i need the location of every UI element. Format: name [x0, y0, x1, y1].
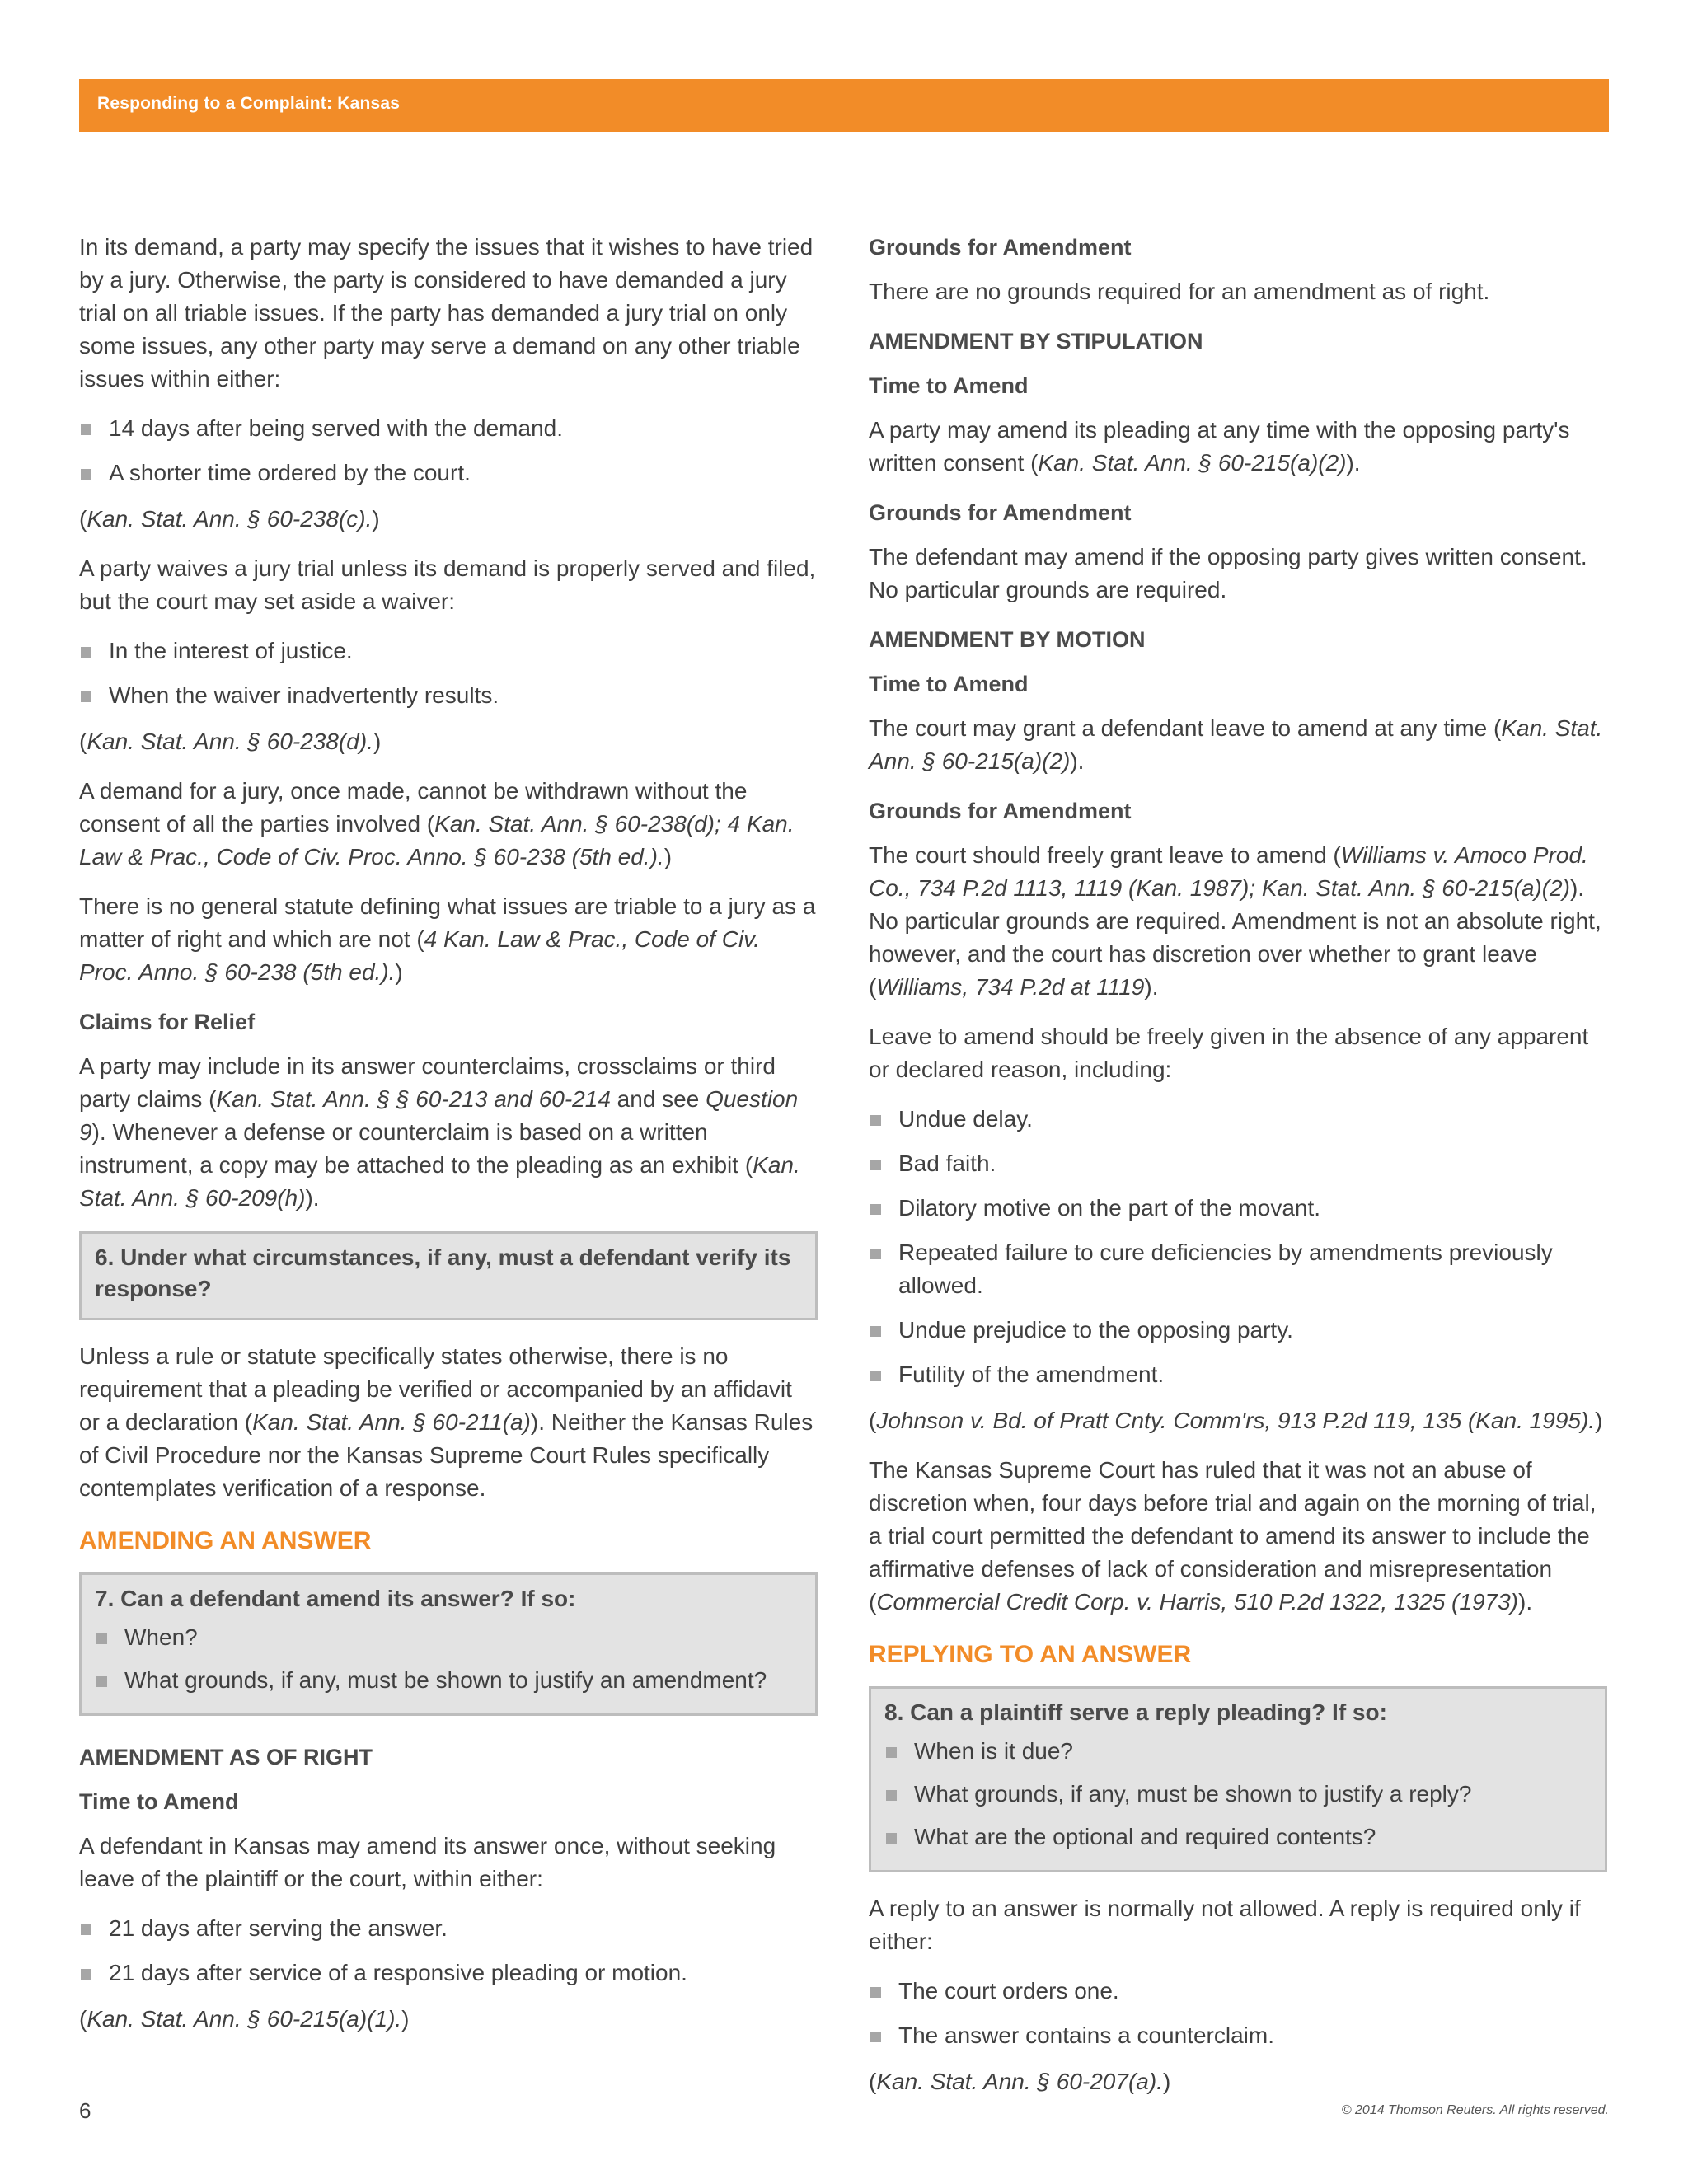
right-column [869, 231, 1607, 2115]
list-item: 21 days after service of a responsive pleading or motion. [79, 1957, 818, 1990]
paragraph: A party may include in its answer counterclaims, crossclaims or third party claims (Kan. Stat. Ann. § § 60-213 and 60-214 and see Question 9). Whenever a defense or counterclaim is based on a written instrument, a copy may be attached to the pleading as an exhibit (Kan. Stat. Ann. § 60-209(h)). [79, 1053, 800, 1211]
list-item: The answer contains a counterclaim. [869, 2019, 1607, 2052]
list-item: A shorter time ordered by the court. [79, 457, 818, 490]
paragraph: Leave to amend should be freely given in the absence of any apparent or declared reason, including: [869, 1024, 1589, 1082]
list-item: The court orders one. [869, 1975, 1607, 2008]
paragraph: Unless a rule or statute specifically states otherwise, there is no requirement that a pleading be verified or accompanied by an affidavit or a declaration (Kan. Stat. Ann. § 60-211(a)). Neither the Kansas Rules of Civil Procedure nor the Kansas Supreme Court Rules specifically contemplates verification of a response. [79, 1343, 814, 1501]
citation: (Kan. Stat. Ann. § 60-238(d).) [79, 729, 382, 754]
list-item: Undue prejudice to the opposing party. [869, 1314, 1607, 1347]
list-item: When? [95, 1621, 804, 1654]
subheading-stipulation: AMENDMENT BY STIPULATION [869, 329, 1203, 354]
bullet-square-icon [870, 1326, 881, 1337]
bullet-square-icon [96, 1633, 107, 1644]
left-column [79, 231, 818, 2052]
question-box-6 [79, 1231, 818, 1320]
subheading-time: Time to Amend [79, 1789, 239, 1814]
bullet-square-icon [870, 1115, 881, 1126]
bullet-list [79, 635, 818, 712]
bullet-square-icon [81, 469, 91, 480]
list-item: Futility of the amendment. [869, 1358, 1607, 1391]
list-item: Dilatory motive on the part of the movant. [869, 1192, 1607, 1225]
paragraph: The defendant may amend if the opposing party gives written consent. No particular grounds are required. [869, 544, 1587, 602]
list-item: 21 days after serving the answer. [79, 1912, 818, 1945]
subheading-motion: AMENDMENT BY MOTION [869, 627, 1146, 652]
bullet-square-icon [870, 1987, 881, 1998]
bullet-list [869, 1103, 1607, 1391]
bullet-square-icon [81, 647, 91, 658]
bullet-list [79, 412, 818, 490]
list-item: Undue delay. [869, 1103, 1607, 1136]
citation: (Johnson v. Bd. of Pratt Cnty. Comm'rs, 913 P.2d 119, 135 (Kan. 1995).) [869, 1408, 1603, 1433]
bullet-square-icon [886, 1747, 897, 1758]
header-title: Responding to a Complaint: Kansas [97, 94, 401, 113]
bullet-list [79, 1912, 818, 1990]
question-text: 8. Can a plaintiff serve a reply pleading? If so: [884, 1699, 1387, 1725]
section-title-amending: AMENDING AN ANSWER [79, 1527, 372, 1554]
section-title-replying: REPLYING TO AN ANSWER [869, 1641, 1192, 1668]
list-item: Repeated failure to cure deficiencies by amendments previously allowed. [869, 1236, 1607, 1302]
bullet-list [869, 1975, 1607, 2052]
list-item: 14 days after being served with the demand. [79, 412, 818, 445]
list-item: What grounds, if any, must be shown to justify a reply? [884, 1778, 1593, 1811]
subheading-time: Time to Amend [869, 672, 1029, 696]
paragraph: The Kansas Supreme Court has ruled that it was not an abuse of discretion when, four days before trial and again on the morning of trial, a trial court permitted the defendant to amend its answer to include the affirmative defenses of lack of consideration and misrepresentation (Commercial Credit Corp. v. Harris, 510 P.2d 1322, 1325 (1973)). [869, 1457, 1597, 1615]
paragraph: The court should freely grant leave to amend (Williams v. Amoco Prod. Co., 734 P.2d 1113, 1119 (Kan. 1987); Kan. Stat. Ann. § 60-215(a)(2)). No particular grounds are required. Amendment is not an absolute right, however, and the court has discretion over whether to grant leave (Williams, 734 P.2d at 1119). [869, 842, 1601, 1000]
subheading-grounds: Grounds for Amendment [869, 799, 1132, 823]
header-bar [79, 79, 1609, 132]
bullet-square-icon [870, 1204, 881, 1215]
question-box-7 [79, 1572, 818, 1716]
subheading-grounds: Grounds for Amendment [869, 500, 1132, 525]
paragraph: The court may grant a defendant leave to amend at any time (Kan. Stat. Ann. § 60-215(a)(2)). [869, 715, 1603, 774]
subheading-grounds: Grounds for Amendment [869, 235, 1132, 260]
bullet-square-icon [870, 2032, 881, 2042]
question-text: 7. Can a defendant amend its answer? If so: [95, 1586, 576, 1611]
paragraph: A party may amend its pleading at any time with the opposing party's written consent (Kan. Stat. Ann. § 60-215(a)(2)). [869, 417, 1570, 476]
list-item: In the interest of justice. [79, 635, 818, 668]
list-item: When the waiver inadvertently results. [79, 679, 818, 712]
bullet-square-icon [870, 1160, 881, 1170]
list-item: When is it due? [884, 1735, 1593, 1768]
paragraph: There are no grounds required for an amendment as of right. [869, 279, 1490, 304]
subheading-amend-right: AMENDMENT AS OF RIGHT [79, 1745, 373, 1769]
bullet-square-icon [886, 1790, 897, 1801]
bullet-square-icon [96, 1676, 107, 1687]
citation: (Kan. Stat. Ann. § 60-207(a).) [869, 2069, 1171, 2094]
bullet-list [95, 1621, 804, 1697]
bullet-square-icon [81, 424, 91, 435]
bullet-square-icon [886, 1833, 897, 1844]
question-box-8 [869, 1686, 1607, 1872]
subheading-claims: Claims for Relief [79, 1010, 256, 1034]
paragraph: A demand for a jury, once made, cannot be withdrawn without the consent of all the parties involved (Kan. Stat. Ann. § 60-238(d); 4 Kan. Law & Prac., Code of Civ. Proc. Anno. § 60-238 (5th ed.).) [79, 778, 795, 869]
paragraph: There is no general statute defining what issues are triable to a jury as a matter of right and which are not (4 Kan. Law & Prac., Code of Civ. Proc. Anno. § 60-238 (5th ed.).) [79, 893, 816, 985]
page-number: 6 [79, 2098, 91, 2123]
citation: (Kan. Stat. Ann. § 60-215(a)(1).) [79, 2006, 410, 2032]
bullet-list [884, 1735, 1593, 1854]
paragraph: A defendant in Kansas may amend its answer once, without seeking leave of the plaintiff or the court, within either: [79, 1833, 776, 1891]
question-text: 6. Under what circumstances, if any, must a defendant verify its response? [95, 1244, 791, 1301]
paragraph: A reply to an answer is normally not allowed. A reply is required only if either: [869, 1896, 1581, 1954]
list-item: What are the optional and required contents? [884, 1821, 1593, 1854]
bullet-square-icon [870, 1249, 881, 1259]
citation: (Kan. Stat. Ann. § 60-238(c).) [79, 506, 380, 532]
paragraph: In its demand, a party may specify the issues that it wishes to have tried by a jury. Otherwise, the party is considered to have demanded a jury trial on all triable issues. If the party has demanded a jury trial on only some issues, any other party may serve a demand on any other triable issues within either: [79, 234, 814, 391]
paragraph: A party waives a jury trial unless its demand is properly served and filed, but the court may set aside a waiver: [79, 555, 816, 614]
bullet-square-icon [870, 1371, 881, 1381]
bullet-square-icon [81, 691, 91, 702]
copyright: © 2014 Thomson Reuters. All rights reserved. [1341, 2103, 1609, 2117]
subheading-time: Time to Amend [869, 373, 1029, 398]
list-item: Bad faith. [869, 1147, 1607, 1180]
bullet-square-icon [81, 1969, 91, 1980]
list-item: What grounds, if any, must be shown to justify an amendment? [95, 1664, 804, 1697]
bullet-square-icon [81, 1924, 91, 1935]
